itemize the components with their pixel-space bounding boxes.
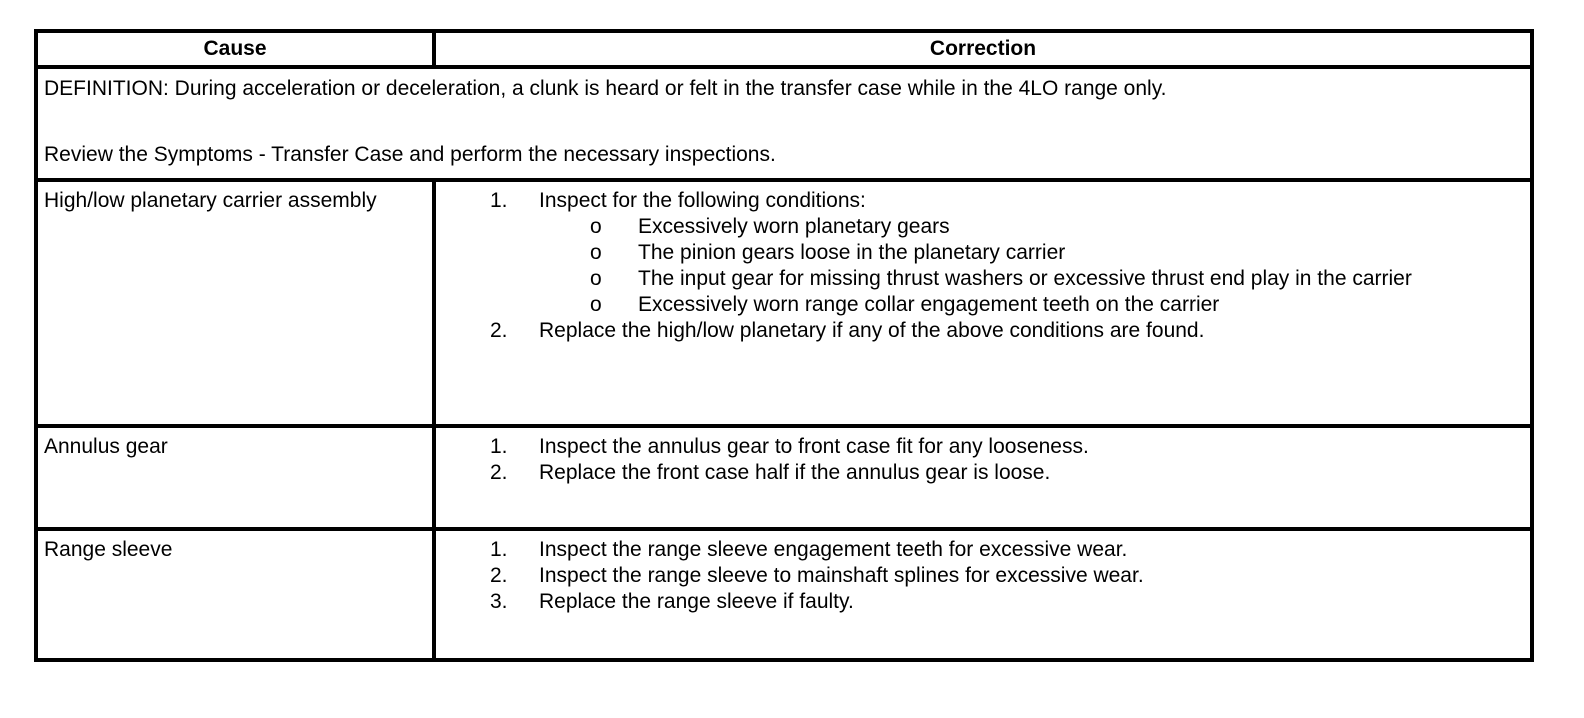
step-item: [442, 460, 1524, 486]
step-number: 1.: [490, 435, 508, 458]
sub-item: [442, 292, 1524, 318]
cause-cell: Annulus gear: [36, 426, 434, 529]
table-row: [36, 180, 1532, 426]
review-instruction: Review the Symptoms - Transfer Case and perform the necessary inspections.: [44, 143, 776, 166]
sub-item: [442, 214, 1524, 240]
sub-item: [442, 266, 1524, 292]
definition-cell: [36, 67, 1532, 180]
step-number: 1.: [490, 538, 508, 561]
sub-text: The pinion gears loose in the planetary carrier: [638, 241, 1066, 264]
header-row: [36, 31, 1532, 67]
step-number: 2.: [490, 564, 508, 587]
step-text: Inspect the range sleeve engagement teeth for excessive wear.: [539, 538, 1128, 561]
sub-text: The input gear for missing thrust washers or excessive thrust end play in the carrier: [638, 267, 1412, 290]
sub-item: [442, 240, 1524, 266]
table-row: [36, 426, 1532, 529]
correction-header: Correction: [434, 31, 1532, 67]
correction-cell: [434, 426, 1532, 529]
step-item: [442, 434, 1524, 460]
bullet-marker: o: [590, 215, 602, 238]
table-row: [36, 529, 1532, 660]
diagnostic-table: [34, 29, 1534, 662]
step-text: Inspect the annulus gear to front case fit for any looseness.: [539, 435, 1089, 458]
step-item: [442, 318, 1524, 344]
step-number: 2.: [490, 461, 508, 484]
definition-text: DEFINITION: During acceleration or deceleration, a clunk is heard or felt in the transfer case while in the 4LO range only.: [44, 77, 1167, 100]
step-text: Replace the high/low planetary if any of the above conditions are found.: [539, 319, 1205, 342]
bullet-marker: o: [590, 241, 602, 264]
step-item: [442, 188, 1524, 214]
bullet-marker: o: [590, 267, 602, 290]
step-item: [442, 537, 1524, 563]
sub-text: Excessively worn planetary gears: [638, 215, 950, 238]
step-text: Inspect the range sleeve to mainshaft splines for excessive wear.: [539, 564, 1144, 587]
sub-text: Excessively worn range collar engagement teeth on the carrier: [638, 293, 1220, 316]
cause-header: Cause: [36, 31, 434, 67]
correction-cell: [434, 529, 1532, 660]
step-number: 2.: [490, 319, 508, 342]
step-item: [442, 563, 1524, 589]
step-number: 1.: [490, 189, 508, 212]
step-text: Replace the range sleeve if faulty.: [539, 590, 854, 613]
step-text: Replace the front case half if the annulus gear is loose.: [539, 461, 1051, 484]
cause-cell: Range sleeve: [36, 529, 434, 660]
definition-row: [36, 67, 1532, 180]
step-item: [442, 589, 1524, 615]
step-text: Inspect for the following conditions:: [539, 189, 866, 212]
bullet-marker: o: [590, 293, 602, 316]
step-number: 3.: [490, 590, 508, 613]
cause-cell: High/low planetary carrier assembly: [36, 180, 434, 426]
correction-cell: [434, 180, 1532, 426]
